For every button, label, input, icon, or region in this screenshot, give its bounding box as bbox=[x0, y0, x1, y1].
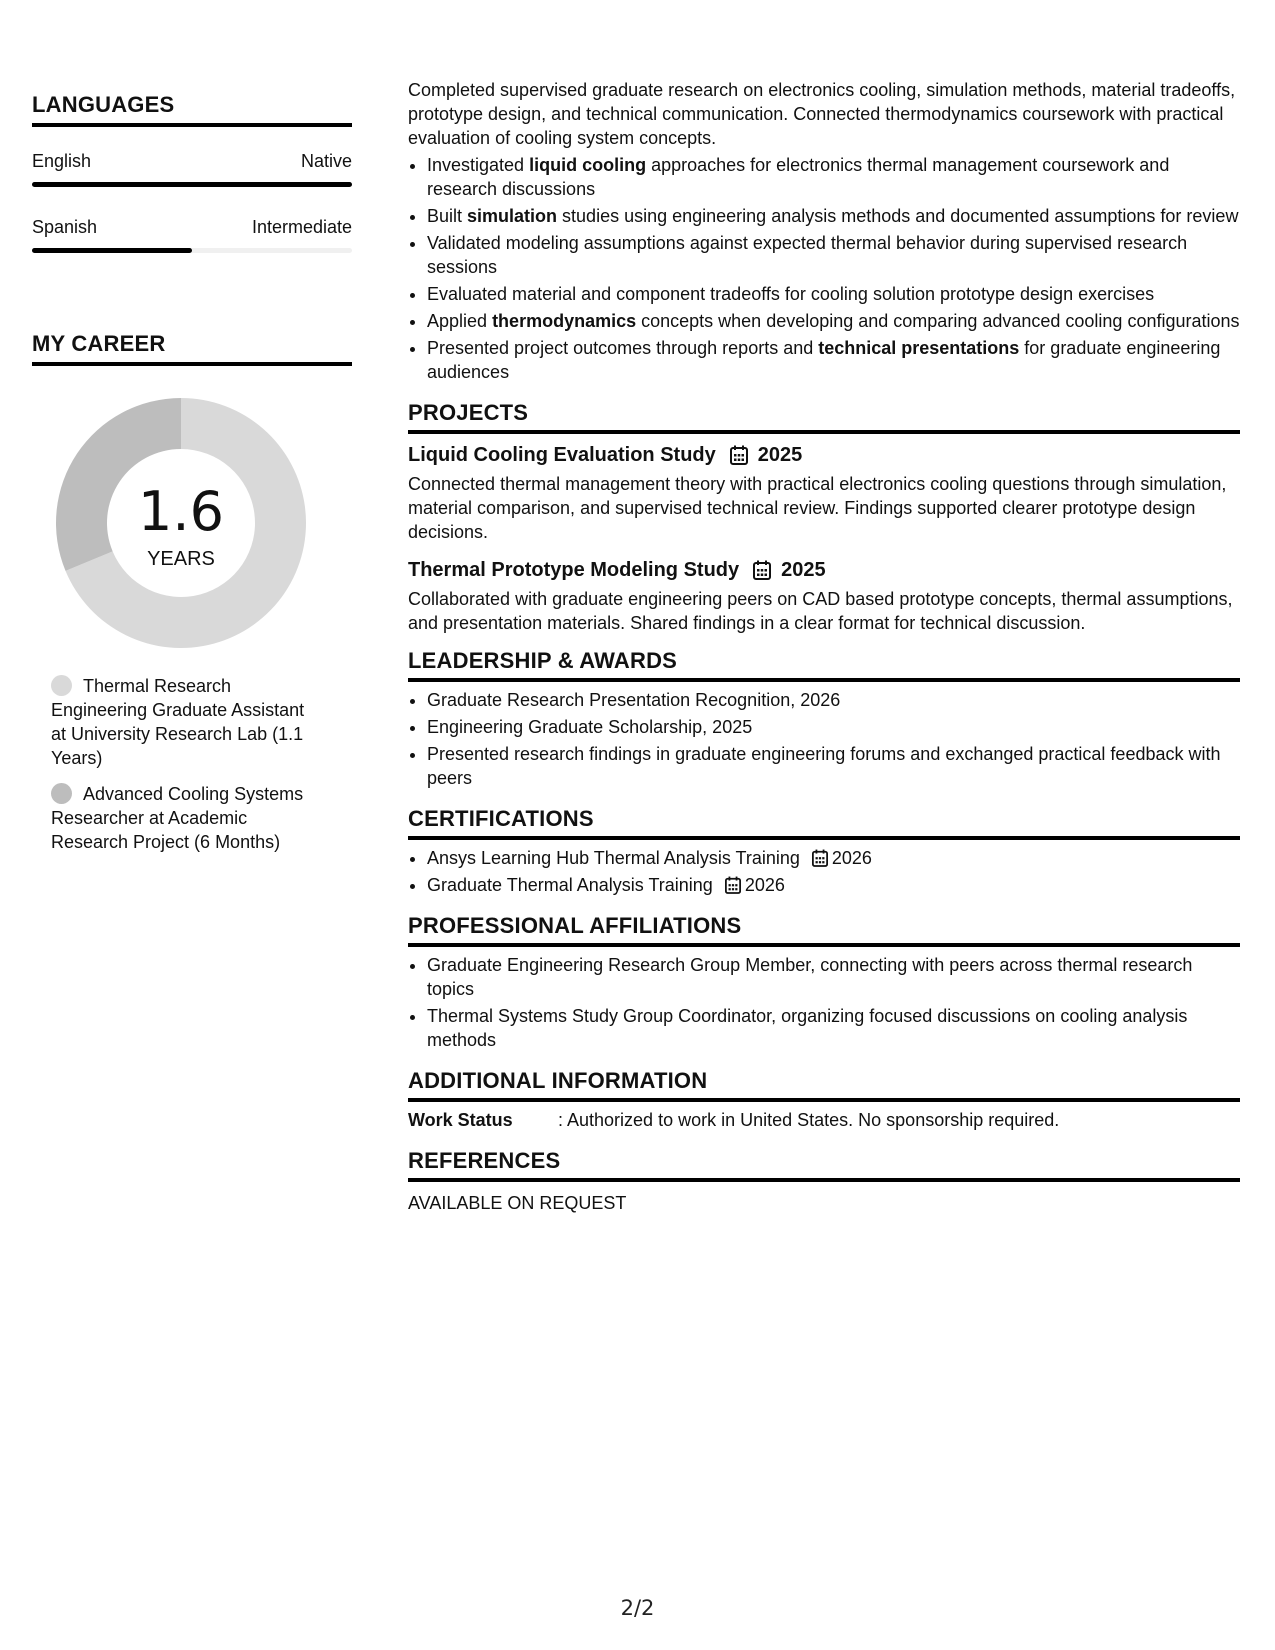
bullet-text: Presented project outcomes through reports and bbox=[427, 338, 819, 358]
career-legend-dot bbox=[51, 783, 72, 804]
language-proficiency-fill bbox=[32, 248, 192, 253]
calendar-icon bbox=[730, 445, 748, 465]
work-status-row bbox=[408, 1108, 1240, 1132]
career-entry bbox=[32, 674, 322, 770]
experience-bullet bbox=[427, 282, 1240, 306]
certifications-list bbox=[408, 846, 1240, 897]
language-item bbox=[32, 217, 352, 253]
bullet-text: Built bbox=[427, 206, 468, 226]
affiliation-item: • Graduate Engineering Research Group Member, connecting with peers across thermal research topics bbox=[427, 953, 1240, 1001]
project-item bbox=[408, 442, 1240, 544]
language-level: Native bbox=[300, 151, 352, 171]
leadership-item: • Graduate Research Presentation Recognition, 2026 bbox=[427, 688, 1240, 712]
career-heading: MY CAREER bbox=[32, 331, 352, 366]
left-column bbox=[32, 92, 352, 854]
career-legend-dot bbox=[51, 675, 72, 696]
languages-heading: LANGUAGES bbox=[32, 92, 352, 127]
calendar-icon bbox=[812, 849, 828, 867]
certification-item bbox=[427, 846, 1240, 870]
bullet-text: Applied bbox=[427, 311, 493, 331]
language-proficiency-bar bbox=[32, 248, 352, 253]
project-year: 2025 bbox=[781, 559, 826, 581]
experience-intro: Completed supervised graduate research on electronics cooling, simulation methods, material tradeoffs, prototype design, and technical communication. Connected thermodynamics coursework with practical evaluation of cooling system concepts. bbox=[408, 80, 1236, 148]
language-proficiency-fill bbox=[32, 182, 352, 187]
experience-bullets bbox=[408, 153, 1240, 384]
work-status-value: : Authorized to work in United States. No sponsorship required. bbox=[558, 1110, 1060, 1130]
project-description: Connected thermal management theory with practical electronics cooling questions through simulation, material comparison, and supervised technical review. Findings supported clearer prototype design decisions. bbox=[408, 474, 1227, 542]
language-item bbox=[32, 151, 352, 187]
project-title: Thermal Prototype Modeling Study bbox=[408, 559, 740, 581]
project-title: Liquid Cooling Evaluation Study bbox=[408, 444, 716, 466]
leadership-item: • Engineering Graduate Scholarship, 2025 bbox=[427, 715, 1240, 739]
leadership-item: • Presented research findings in graduate engineering forums and exchanged practical feedback with peers bbox=[427, 742, 1240, 790]
bullet-text: Investigated bbox=[427, 155, 530, 175]
certification-year: 2026 bbox=[831, 848, 872, 868]
bullet-text: for graduate engineering audiences bbox=[427, 338, 1221, 382]
certification-name: Graduate Thermal Analysis Training bbox=[427, 875, 713, 895]
career-years-label: YEARS bbox=[147, 548, 215, 570]
page-number: 2/2 bbox=[620, 1596, 655, 1620]
language-proficiency-bar bbox=[32, 182, 352, 187]
language-name: Spanish bbox=[32, 217, 98, 237]
career-entry-text: Thermal Research Engineering Graduate Assistant at University Research Lab (1.1 Years) bbox=[51, 676, 305, 768]
bullet-keyword: simulation bbox=[467, 206, 558, 226]
certifications-heading: CERTIFICATIONS bbox=[408, 805, 1240, 840]
bullet-text: approaches for electronics thermal management coursework and research discussions bbox=[427, 155, 1170, 199]
career-total-years: 1.6 bbox=[138, 480, 224, 543]
certification-item bbox=[427, 873, 1240, 897]
project-item bbox=[408, 557, 1240, 635]
bullet-text: Validated modeling assumptions against expected thermal behavior during supervised research sessions bbox=[427, 233, 1188, 277]
calendar-icon bbox=[753, 560, 771, 580]
work-status-label: Work Status bbox=[408, 1110, 513, 1130]
bullet-keyword: liquid cooling bbox=[529, 155, 647, 175]
career-entry-text: Advanced Cooling Systems Researcher at Academic Research Project (6 Months) bbox=[51, 784, 304, 852]
language-level: Intermediate bbox=[251, 217, 352, 237]
leadership-list bbox=[408, 688, 1240, 790]
affiliations-list bbox=[408, 953, 1240, 1052]
experience-bullet bbox=[427, 204, 1240, 228]
career-donut-chart bbox=[56, 398, 306, 648]
calendar-icon bbox=[725, 876, 741, 894]
experience-bullet bbox=[427, 153, 1240, 201]
bullet-text: studies using engineering analysis methods and documented assumptions for review bbox=[557, 206, 1239, 226]
right-column bbox=[408, 78, 1240, 1215]
affiliation-item: • Thermal Systems Study Group Coordinator, organizing focused discussions on cooling analysis methods bbox=[427, 1004, 1240, 1052]
certification-name: Ansys Learning Hub Thermal Analysis Training bbox=[427, 848, 800, 868]
bullet-keyword: thermodynamics bbox=[492, 311, 637, 331]
bullet-text: Evaluated material and component tradeoffs for cooling solution prototype design exercises bbox=[427, 284, 1155, 304]
career-entry bbox=[32, 782, 322, 854]
references-heading: REFERENCES bbox=[408, 1147, 1240, 1182]
certification-year: 2026 bbox=[744, 875, 785, 895]
experience-bullet bbox=[427, 336, 1240, 384]
projects-heading: PROJECTS bbox=[408, 399, 1240, 434]
language-name: English bbox=[32, 151, 92, 171]
additional-info-heading: ADDITIONAL INFORMATION bbox=[408, 1067, 1240, 1102]
affiliations-heading: PROFESSIONAL AFFILIATIONS bbox=[408, 912, 1240, 947]
bullet-text: concepts when developing and comparing advanced cooling configurations bbox=[636, 311, 1240, 331]
project-year: 2025 bbox=[757, 444, 803, 466]
bullet-keyword: technical presentations bbox=[818, 338, 1020, 358]
project-description: Collaborated with graduate engineering peers on CAD based prototype concepts, thermal assumptions, and presentation materials. Shared findings in a clear format for technical discussion. bbox=[408, 589, 1233, 633]
experience-bullet bbox=[427, 231, 1240, 279]
experience-bullet bbox=[427, 309, 1240, 333]
leadership-heading: LEADERSHIP & AWARDS bbox=[408, 647, 1240, 682]
references-text: AVAILABLE ON REQUEST bbox=[408, 1193, 627, 1213]
